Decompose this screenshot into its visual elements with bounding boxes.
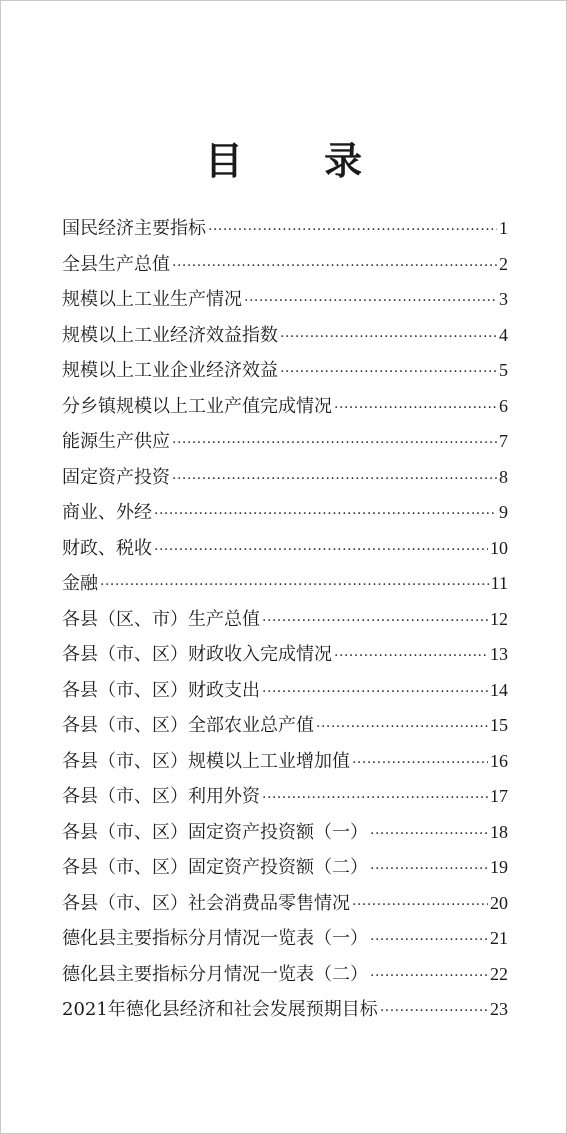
toc-entry[interactable] (62, 673, 508, 709)
toc-entry-title: 各县（区、市）生产总值 (62, 608, 260, 630)
dot-leader (154, 533, 488, 569)
toc-entry-page-number: 12 (490, 608, 508, 629)
toc-entry-page-number: 15 (490, 715, 508, 735)
dot-leader (370, 923, 488, 959)
toc-entry[interactable] (62, 637, 508, 673)
toc-entry[interactable] (62, 566, 508, 602)
toc-entry[interactable] (62, 318, 508, 354)
toc-entry-page-number: 22 (490, 963, 508, 984)
toc-entry-title: 德化县主要指标分月情况一览表（二） (62, 963, 368, 985)
toc-entry-title: 财政、税收 (62, 537, 152, 559)
toc-entry-title: 各县（市、区）规模以上工业增加值 (62, 750, 350, 772)
toc-entry-title: 各县（市、区）固定资产投资额（二） (62, 857, 368, 878)
toc-entry-page-number: 10 (490, 537, 508, 558)
toc-entry[interactable] (62, 495, 508, 531)
toc-entry-title: 全县生产总值 (62, 253, 170, 275)
toc-entry-title: 各县（市、区）利用外资 (62, 786, 260, 807)
toc-entry[interactable] (62, 886, 508, 922)
toc-entry[interactable] (62, 531, 508, 567)
dot-leader (262, 675, 488, 711)
toc-entry[interactable] (62, 282, 508, 318)
toc-entry[interactable] (62, 389, 508, 425)
toc-entry-title: 金融 (62, 573, 98, 594)
toc-entry[interactable] (62, 424, 508, 460)
dot-leader (100, 568, 489, 604)
dot-leader (316, 710, 488, 746)
dot-leader (380, 994, 488, 1030)
dot-leader (244, 284, 497, 320)
dot-leader (172, 426, 497, 462)
toc-entry-title: 规模以上工业企业经济效益 (62, 360, 278, 381)
toc-entry-page-number: 7 (499, 431, 508, 451)
toc-entry-page-number: 20 (490, 892, 508, 913)
toc-entry-page-number: 23 (490, 999, 508, 1019)
toc-entry[interactable] (62, 602, 508, 638)
toc-entry[interactable] (62, 211, 508, 247)
dot-leader (208, 213, 497, 249)
toc-entry[interactable] (62, 850, 508, 886)
dot-leader (334, 639, 488, 675)
toc-entry-page-number: 16 (490, 750, 508, 771)
toc-entry-title: 国民经济主要指标 (62, 218, 206, 239)
toc-entry-page-number: 8 (499, 466, 508, 487)
toc-entry[interactable] (62, 744, 508, 780)
toc-entry-page-number: 6 (499, 395, 508, 416)
dot-leader (262, 604, 488, 640)
toc-entry[interactable] (62, 815, 508, 851)
toc-entry[interactable] (62, 779, 508, 815)
toc-entry-title: 2021年德化县经济和社会发展预期目标 (62, 999, 378, 1020)
dot-leader (370, 817, 488, 853)
dot-leader (370, 852, 488, 888)
toc-entry-title: 规模以上工业生产情况 (62, 289, 242, 310)
toc-entry[interactable] (62, 957, 508, 993)
toc-entry[interactable] (62, 992, 508, 1028)
toc-entry-page-number: 13 (490, 644, 508, 664)
toc-entry-title: 德化县主要指标分月情况一览表（一） (62, 928, 368, 949)
dot-leader (154, 497, 497, 533)
dot-leader (352, 746, 488, 782)
toc-entry-title: 各县（市、区）固定资产投资额（一） (62, 821, 368, 843)
toc-entry-page-number: 1 (499, 218, 508, 238)
toc-entry-title: 固定资产投资 (62, 466, 170, 488)
toc-entry-title: 规模以上工业经济效益指数 (62, 324, 278, 346)
toc-entry[interactable] (62, 708, 508, 744)
toc-entry-page-number: 21 (490, 928, 508, 948)
dot-leader (352, 888, 488, 924)
dot-leader (334, 391, 497, 427)
toc-entry-title: 商业、外经 (62, 502, 152, 523)
dot-leader (280, 320, 497, 356)
toc-entry-title: 各县（市、区）社会消费品零售情况 (62, 892, 350, 914)
toc-entry[interactable] (62, 921, 508, 957)
toc-entry-title: 各县（市、区）全部农业总产值 (62, 715, 314, 736)
toc-entry-page-number: 2 (499, 253, 508, 274)
toc-entry-title: 能源生产供应 (62, 431, 170, 452)
dot-leader (172, 462, 497, 498)
toc-entry-page-number: 19 (490, 857, 508, 877)
toc-entry-title: 各县（市、区）财政收入完成情况 (62, 644, 332, 665)
toc-entry[interactable] (62, 247, 508, 283)
table-of-contents (62, 211, 508, 1028)
toc-entry[interactable] (62, 353, 508, 389)
toc-entry-page-number: 18 (490, 821, 508, 842)
toc-entry-page-number: 9 (499, 502, 508, 522)
toc-entry-page-number: 11 (490, 573, 508, 593)
toc-entry[interactable] (62, 460, 508, 496)
dot-leader (262, 781, 488, 817)
dot-leader (370, 959, 488, 995)
toc-entry-page-number: 5 (499, 360, 508, 380)
dot-leader (280, 355, 497, 391)
toc-entry-page-number: 4 (499, 324, 508, 345)
toc-entry-page-number: 14 (490, 679, 508, 700)
toc-entry-page-number: 17 (490, 786, 508, 806)
dot-leader (172, 249, 497, 285)
toc-entry-title: 分乡镇规模以上工业产值完成情况 (62, 395, 332, 417)
toc-entry-page-number: 3 (499, 289, 508, 309)
toc-entry-title: 各县（市、区）财政支出 (62, 679, 260, 701)
page-title: 目 录 (204, 139, 397, 184)
